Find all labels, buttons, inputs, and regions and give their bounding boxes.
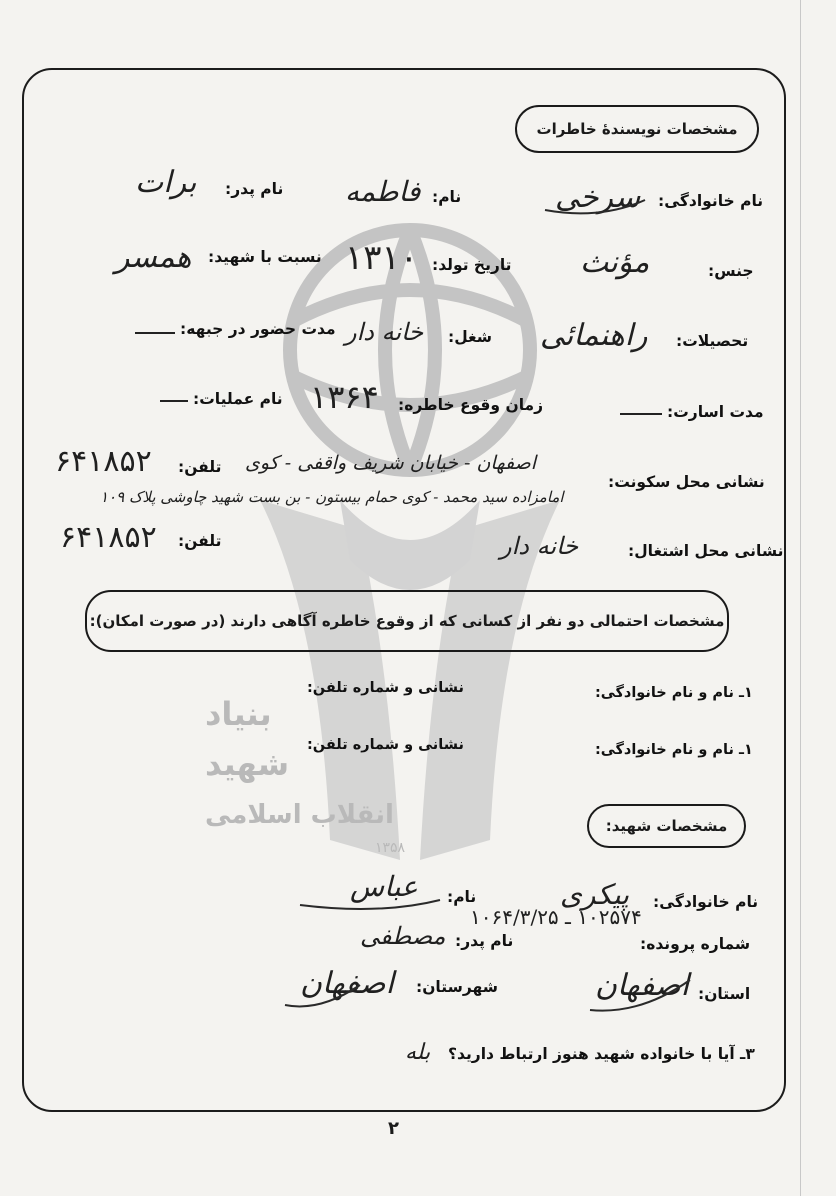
witness-2-name-label: ۱ـ نام و نام خانوادگی: (595, 742, 753, 758)
watermark-line-3: انقلاب اسلامی (205, 800, 394, 830)
author-family-value: سرخی (555, 180, 641, 215)
scan-edge-line (800, 0, 801, 1196)
author-phone-value: ۶۴۱۸۵۲ (55, 444, 152, 479)
author-education-label: تحصیلات: (676, 332, 749, 350)
author-operation-blank (160, 400, 188, 402)
author-memory-time-label: زمان وقوع خاطره: (398, 396, 544, 414)
work-phone-label: تلفن: (178, 532, 222, 550)
martyr-name-value: عباس (350, 870, 418, 903)
martyr-family-label: نام خانوادگی: (653, 893, 759, 911)
author-address-value-line1: اصفهان - خیابان شریف واقفی - کوی (245, 452, 536, 474)
author-captivity-label: مدت اسارت: (667, 403, 764, 421)
work-address-value: خانه دار (500, 532, 579, 560)
witness-1-name-label: ۱ـ نام و نام خانوادگی: (595, 685, 753, 701)
author-sex-label: جنس: (708, 262, 754, 280)
author-phone-label: تلفن: (178, 458, 222, 476)
author-operation-label: نام عملیات: (193, 390, 283, 408)
author-sex-value: مؤنث (580, 245, 650, 280)
martyr-province-value: اصفهان (595, 968, 689, 1003)
author-birth-label: تاریخ تولد: (432, 256, 512, 274)
author-job-value: خانه دار (345, 318, 424, 346)
author-job-label: شغل: (448, 328, 493, 346)
martyr-father-label: نام پدر: (455, 932, 514, 950)
martyr-province-label: استان: (698, 985, 751, 1003)
author-father-value: برات (135, 165, 197, 200)
author-name-label: نام: (432, 188, 462, 206)
author-relation-label: نسبت با شهید: (208, 248, 322, 266)
author-relation-value: همسر (115, 240, 192, 275)
author-address-label: نشانی محل سکونت: (608, 473, 765, 491)
page-number: ۲ (388, 1118, 399, 1139)
martyr-file-label: شماره پرونده: (640, 935, 751, 953)
martyr-city-label: شهرستان: (416, 978, 498, 996)
martyr-father-value: مصطفی (360, 922, 446, 950)
martyr-family-value: پیکری (560, 878, 630, 911)
author-family-label: نام خانوادگی: (658, 192, 764, 210)
watermark-line-2: شهید (205, 745, 290, 783)
author-front-blank (135, 332, 175, 334)
work-phone-value: ۶۴۱۸۵۲ (60, 520, 157, 555)
author-address-value-line2: امامزاده سید محمد - کوی حمام بیستون - بن بست شهید چاوشی پلاک ۱۰۹ (100, 488, 564, 506)
author-captivity-blank (620, 413, 662, 415)
author-birth-value: ۱۳۱۰ (345, 238, 419, 278)
work-address-label: نشانی محل اشتغال: (628, 542, 784, 560)
witnesses-section-title: مشخصات احتمالی دو نفر از کسانی که از وقوع خاطره آگاهی دارند (در صورت امکان): (85, 590, 729, 652)
watermark-year: ۱۳۵۸ (375, 840, 406, 856)
author-front-label: مدت حضور در جبهه: (180, 320, 336, 338)
watermark-line-1: بنیاد (205, 695, 272, 733)
martyr-city-value: اصفهان (300, 966, 394, 1001)
witness-1-contact-label: نشانی و شماره تلفن: (307, 680, 464, 696)
martyr-name-label: نام: (447, 888, 477, 906)
author-father-label: نام پدر: (225, 180, 284, 198)
martyr-section-title: مشخصات شهید: (587, 804, 746, 848)
author-education-value: راهنمائی (540, 318, 648, 353)
author-memory-time-value: ۱۳۶۴ (310, 378, 379, 416)
martyr-file-value: ۱۰۲۵۷۴ ـ ۱۰۶۴/۳/۲۵ (470, 905, 642, 929)
question3-label: ۳ـ آیا با خانواده شهید هنوز ارتباط دارید؟ (448, 1045, 755, 1063)
witness-2-contact-label: نشانی و شماره تلفن: (307, 737, 464, 753)
author-section-title: مشخصات نویسندهٔ خاطرات (515, 105, 759, 153)
question3-value: بله (405, 1040, 431, 1065)
author-name-value: فاطمه (345, 175, 421, 208)
